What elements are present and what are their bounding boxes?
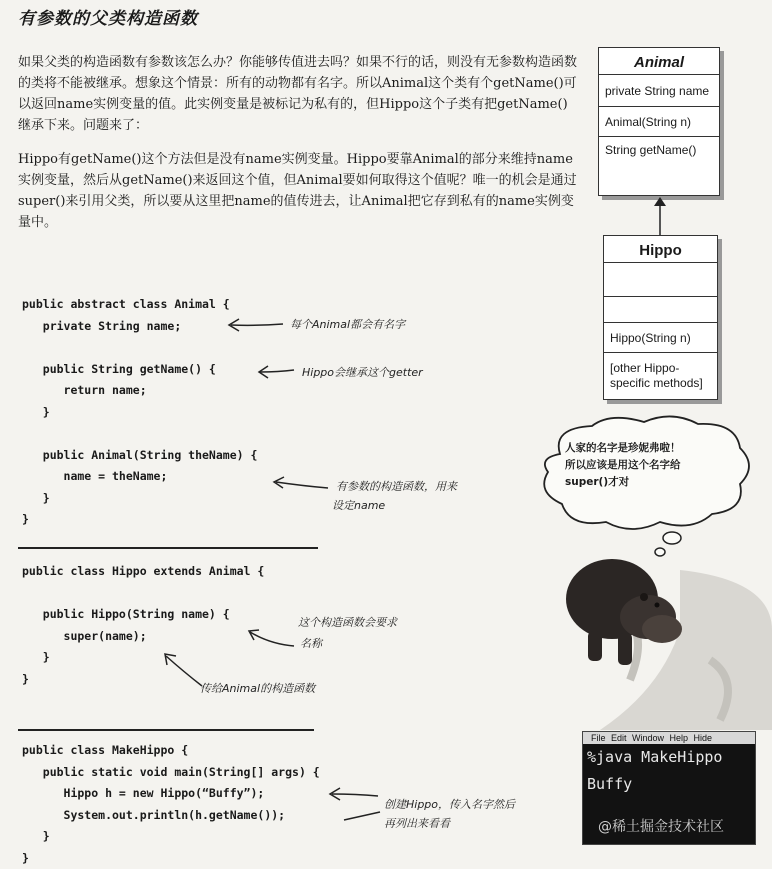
divider <box>18 729 314 731</box>
note-ctor-line2: 设定name <box>332 499 386 512</box>
note-every-animal: 每个Animal都会有名字 <box>290 318 406 331</box>
note-ctor-line1: 有参数的构造函数，用来 <box>336 480 457 493</box>
note-hippo-ctor-line2: 名称 <box>300 637 322 650</box>
arrow-icon <box>270 474 330 496</box>
bubble-line3: super()才对 <box>565 476 630 488</box>
uml-animal-constructor: Animal(String n) <box>599 107 719 137</box>
arrow-icon <box>256 360 296 382</box>
explanation-paragraph: Hippo有getName()这个方法但是没有name实例变量。Hippo要靠Animal的部分来维持name实例变量，然后从getName()来返回这个值，但Animal要如何取得这个值呢？唯一的机会是通过super()来引用父类，所以要从这里把name的值传进去，让Animal把它存到私有的name实例变量中。 <box>18 152 577 230</box>
terminal-output: Buffy <box>587 775 633 793</box>
divider <box>18 547 318 549</box>
uml-animal-class <box>598 47 720 196</box>
code-animal-class: public abstract class Animal { private String name; public String getName() { return name; } public Animal(String theName) { name = theName; } } <box>22 297 258 526</box>
uml-hippo-empty-row <box>604 297 717 323</box>
inheritance-arrow <box>650 196 670 236</box>
uml-animal-field: private String name <box>599 75 719 107</box>
uml-hippo-class <box>603 235 718 400</box>
bubble-text <box>565 440 681 491</box>
arrow-icon <box>225 312 285 336</box>
note-pass-to-animal: 传给Animal的构造函数 <box>200 682 316 695</box>
page-title: 有参数的父类构造函数 <box>18 9 198 29</box>
intro-paragraph: 如果父类的构造函数有参数该怎么办？你能够传值进去吗？如果不行的话，则没有无参数构造函数的类将不能被继承。想象这个情景：所有的动物都有名字。所以Animal这个类有个getName()可以返回name实例变量的值。此实例变量是被标记为私有的，但Hippo这个子类有把getName()继承下来。问题来了： <box>18 55 578 133</box>
note-create-line1: 创建Hippo，传入名字然后 <box>384 798 516 811</box>
arrow-icon <box>338 806 382 828</box>
watermark: @稀土掘金技术社区 <box>598 819 724 835</box>
note-create-line2: 再列出来看看 <box>384 817 450 830</box>
uml-animal-name: Animal <box>599 48 719 75</box>
arrow-icon <box>244 622 296 652</box>
terminal-menu-bar[interactable]: File Edit Window Help Hide <box>583 732 755 744</box>
note-inherit-getter: Hippo会继承这个getter <box>302 366 423 379</box>
hippo-illustration <box>562 545 692 675</box>
code-makehippo-class: public class MakeHippo { public static void main(String[] args) { Hippo h = new Hippo(“Buffy”); System.out.println(h.getName()); } } <box>22 743 320 865</box>
terminal-command: %java MakeHippo <box>587 748 723 766</box>
uml-hippo-empty-row <box>604 263 717 297</box>
uml-hippo-constructor: Hippo(String n) <box>604 323 717 353</box>
code-hippo-class: public class Hippo extends Animal { public Hippo(String name) { super(name); } } <box>22 564 265 686</box>
arrow-icon <box>326 784 380 806</box>
uml-hippo-methods: [other Hippo-specific methods] <box>610 361 703 390</box>
bubble-line1: 人家的名字是珍妮弗啦！ <box>565 442 681 454</box>
uml-animal-method: String getName() <box>605 143 697 157</box>
uml-hippo-name: Hippo <box>604 236 717 263</box>
bubble-line2: 所以应该是用这个名字给 <box>565 459 681 471</box>
note-hippo-ctor-line1: 这个构造函数会要求 <box>298 616 397 629</box>
